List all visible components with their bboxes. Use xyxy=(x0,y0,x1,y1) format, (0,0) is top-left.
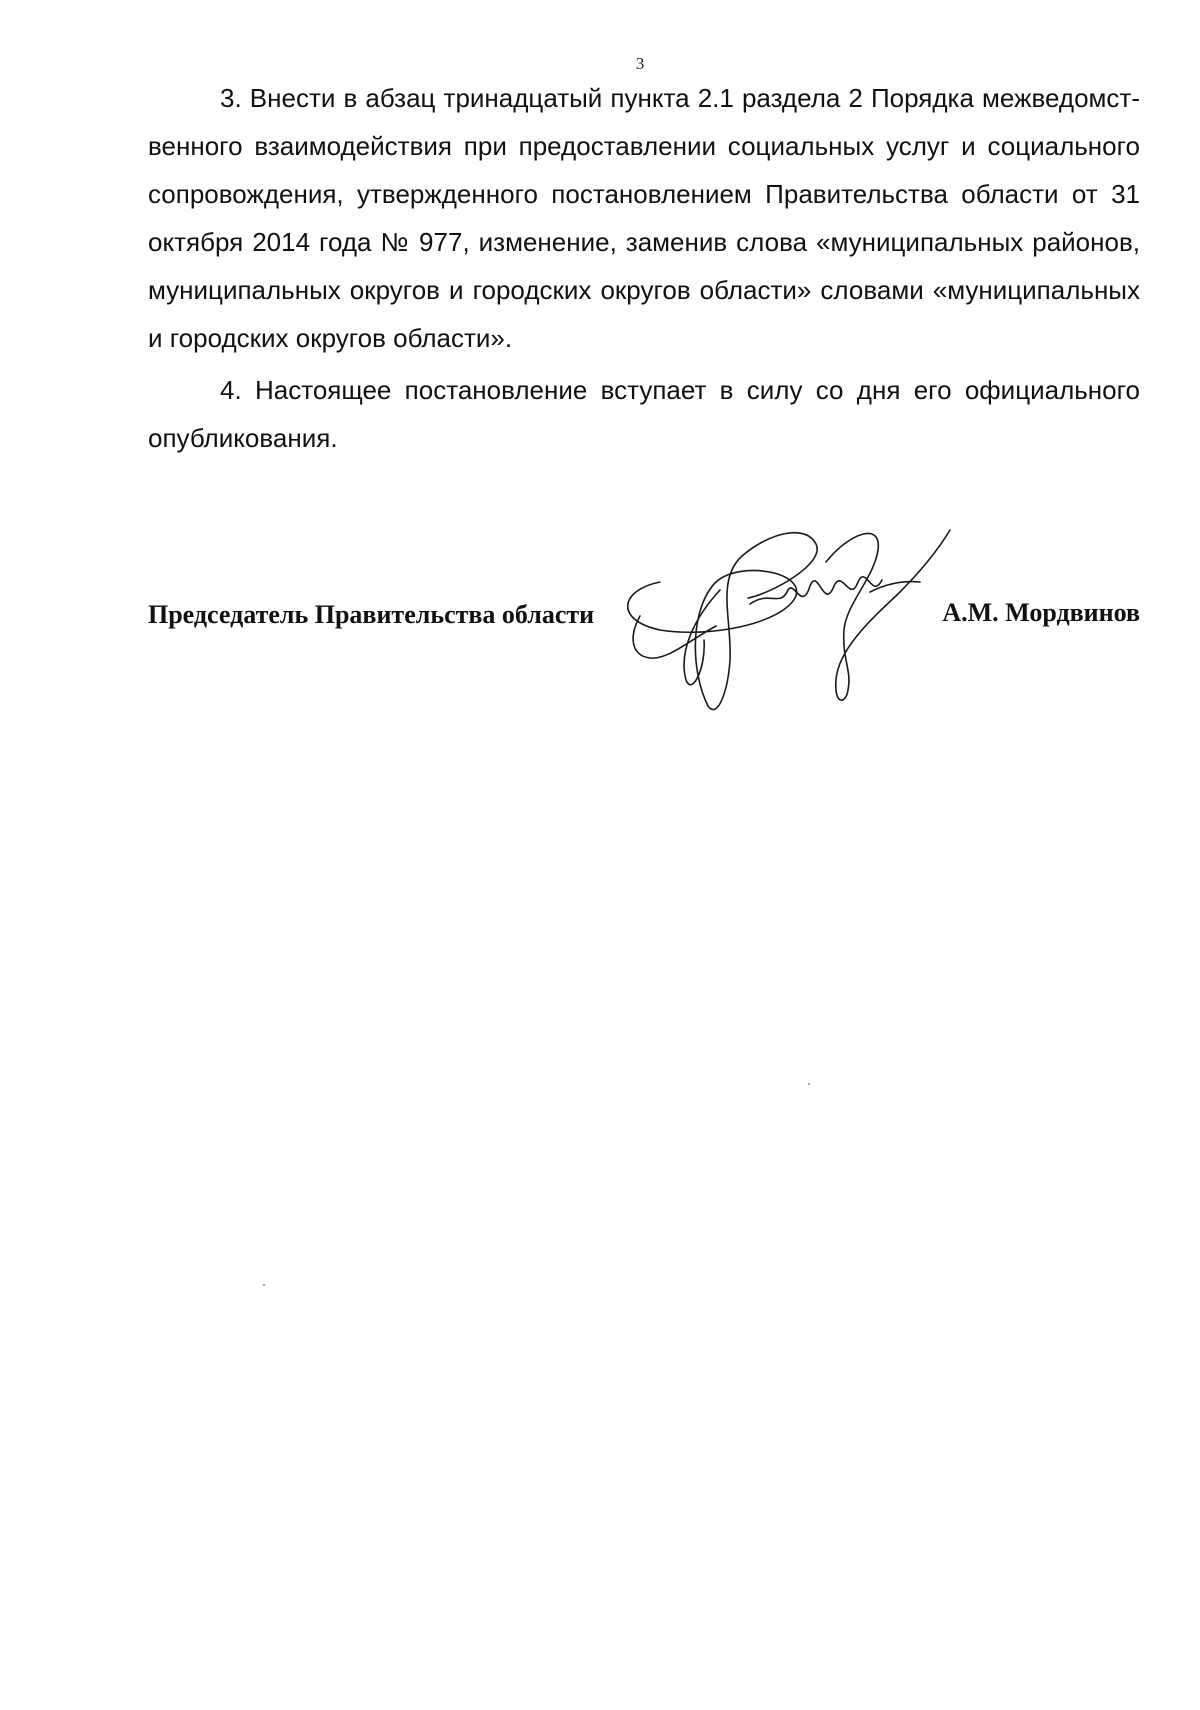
scan-speck xyxy=(263,1284,265,1286)
paragraph-item-3: 3. Внести в абзац тринадцатый пункта 2.1 раздела 2 Порядка межведомственного взаимодействия при предоставлении социальных услуг и социального сопровождения, утвержденного постановлением Правительства области от 31 октября 2014 года № 977, изменение, заменив слова «муниципальных районов, муниципальных округов и городских округов области» словами «муниципальных и городских округов области». xyxy=(148,83,1140,353)
signer-title: Председатель Правительства области xyxy=(148,600,595,629)
paragraph-item-4: 4. Настоящее постановление вступает в силу со дня его официального опубликования. xyxy=(148,375,1140,453)
handwritten-signature xyxy=(620,520,980,730)
scan-speck xyxy=(808,1083,810,1085)
document-body xyxy=(148,74,1140,466)
page-number: 3 xyxy=(635,54,645,73)
signer-name: А.М. Мордвинов xyxy=(942,598,1140,627)
